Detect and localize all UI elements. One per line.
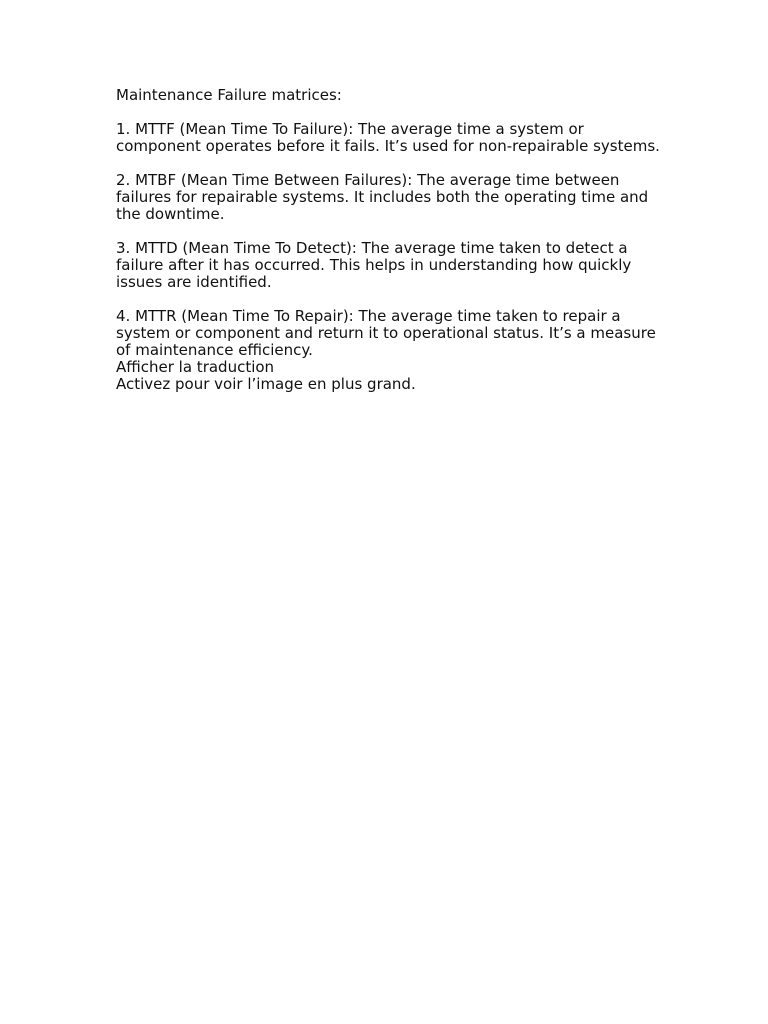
- paragraph-spacer: [116, 291, 661, 308]
- enlarge-image-text: Activez pour voir l’image en plus grand.: [116, 375, 416, 393]
- show-translation-text: Afficher la traduction: [116, 358, 275, 376]
- definition-mttf: 1. MTTF (Mean Time To Failure): The average time a system or component operates before it fails. It’s used for non-repairable systems.: [116, 120, 660, 155]
- paragraph-spacer: [116, 223, 661, 240]
- definition-mtbf: 2. MTBF (Mean Time Between Failures): The average time between failures for repairable systems. It includes both the operating time and the downtime.: [116, 171, 653, 223]
- paragraph-spacer: [116, 155, 661, 172]
- definition-mttr: 4. MTTR (Mean Time To Repair): The average time taken to repair a system or component and return it to operational status. It’s a measure of maintenance efficiency.: [116, 307, 661, 359]
- definition-mttd: 3. MTTD (Mean Time To Detect): The average time taken to detect a failure after it has occurred. This helps in understanding how quickly issues are identified.: [116, 239, 637, 291]
- document-body: [116, 87, 661, 393]
- document-heading: Maintenance Failure matrices:: [116, 86, 342, 104]
- paragraph-spacer: [116, 104, 661, 121]
